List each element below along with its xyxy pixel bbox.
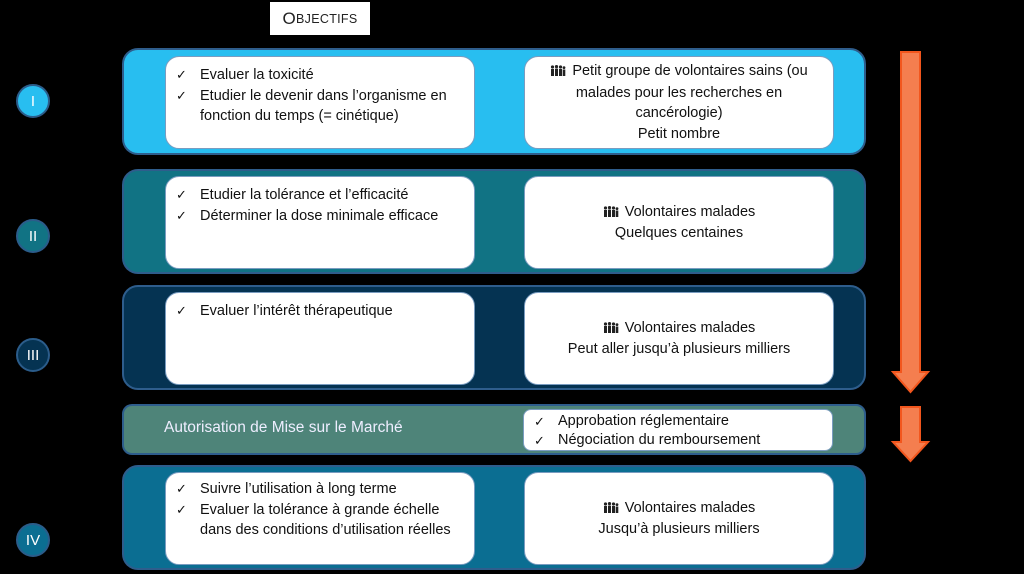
population-line: Volontaires malades (603, 202, 756, 224)
phase-3-population (524, 292, 834, 385)
check-icon: ✓ (176, 501, 187, 517)
check-icon: ✓ (534, 414, 545, 429)
objective-item: ✓ Etudier le devenir dans l’organisme en fonction du temps (= cinétique) (176, 86, 466, 127)
phase-row-4 (122, 465, 866, 570)
people-group-icon (550, 62, 566, 83)
phase-row-3 (122, 285, 866, 390)
phase-1-objectives (165, 56, 475, 149)
population-line: Volontaires malades (603, 318, 756, 340)
phase-4-objectives (165, 472, 475, 565)
phase-badge-1: I (16, 84, 50, 118)
phase-badge-3: III (16, 338, 50, 372)
phase-1-population (524, 56, 834, 149)
people-group-icon (603, 499, 619, 520)
header-title-rest: BJECTIFS (296, 11, 358, 26)
objective-item: ✓ Evaluer l’intérêt thérapeutique (176, 301, 466, 322)
check-icon: ✓ (176, 481, 187, 496)
check-icon: ✓ (176, 207, 187, 223)
check-icon: ✓ (176, 187, 187, 202)
amm-step-item: ✓ Négociation du remboursement (534, 432, 761, 448)
check-icon: ✓ (176, 67, 187, 82)
people-group-icon (603, 319, 619, 340)
people-group-icon (603, 203, 619, 224)
phase-2-objectives (165, 176, 475, 269)
objective-item: ✓ Déterminer la dose minimale efficace (176, 206, 466, 227)
phase-4-population (524, 472, 834, 565)
check-icon: ✓ (176, 87, 187, 103)
population-line: Petit groupe de volontaires sains (ou malades pour les recherches en cancérologie) (535, 61, 823, 124)
timeline-arrow-down-icon (890, 50, 932, 395)
phase-row-2 (122, 169, 866, 274)
phase-badge-2: II (16, 219, 50, 253)
population-line: Volontaires malades (603, 498, 756, 520)
phase-3-objectives (165, 292, 475, 385)
population-count: Jusqu’à plusieurs milliers (598, 521, 760, 537)
phase-2-population (524, 176, 834, 269)
amm-step-item: ✓ Approbation réglementaire (534, 413, 729, 429)
header-title-initial: O (282, 8, 297, 28)
phase-row-1 (122, 48, 866, 155)
objective-item: ✓ Suivre l’utilisation à long terme (176, 479, 466, 500)
population-count: Petit nombre (637, 125, 721, 142)
objective-item: ✓ Evaluer la tolérance à grande échelle dans des conditions d’utilisation réelles (176, 500, 466, 541)
phase-badge-4: IV (16, 523, 50, 557)
objective-item: ✓ Etudier la tolérance et l’efficacité (176, 185, 466, 206)
amm-steps (523, 409, 833, 451)
population-count: Peut aller jusqu’à plusieurs milliers (567, 341, 791, 357)
amm-row (122, 404, 866, 455)
amm-arrow-down-icon (890, 405, 932, 463)
amm-label: Autorisation de Mise sur le Marché (164, 419, 403, 436)
objective-item: ✓ Evaluer la toxicité (176, 65, 466, 86)
check-icon: ✓ (534, 433, 545, 448)
objectives-header (270, 2, 370, 35)
population-count: Quelques centaines (614, 225, 744, 241)
check-icon: ✓ (176, 303, 187, 318)
